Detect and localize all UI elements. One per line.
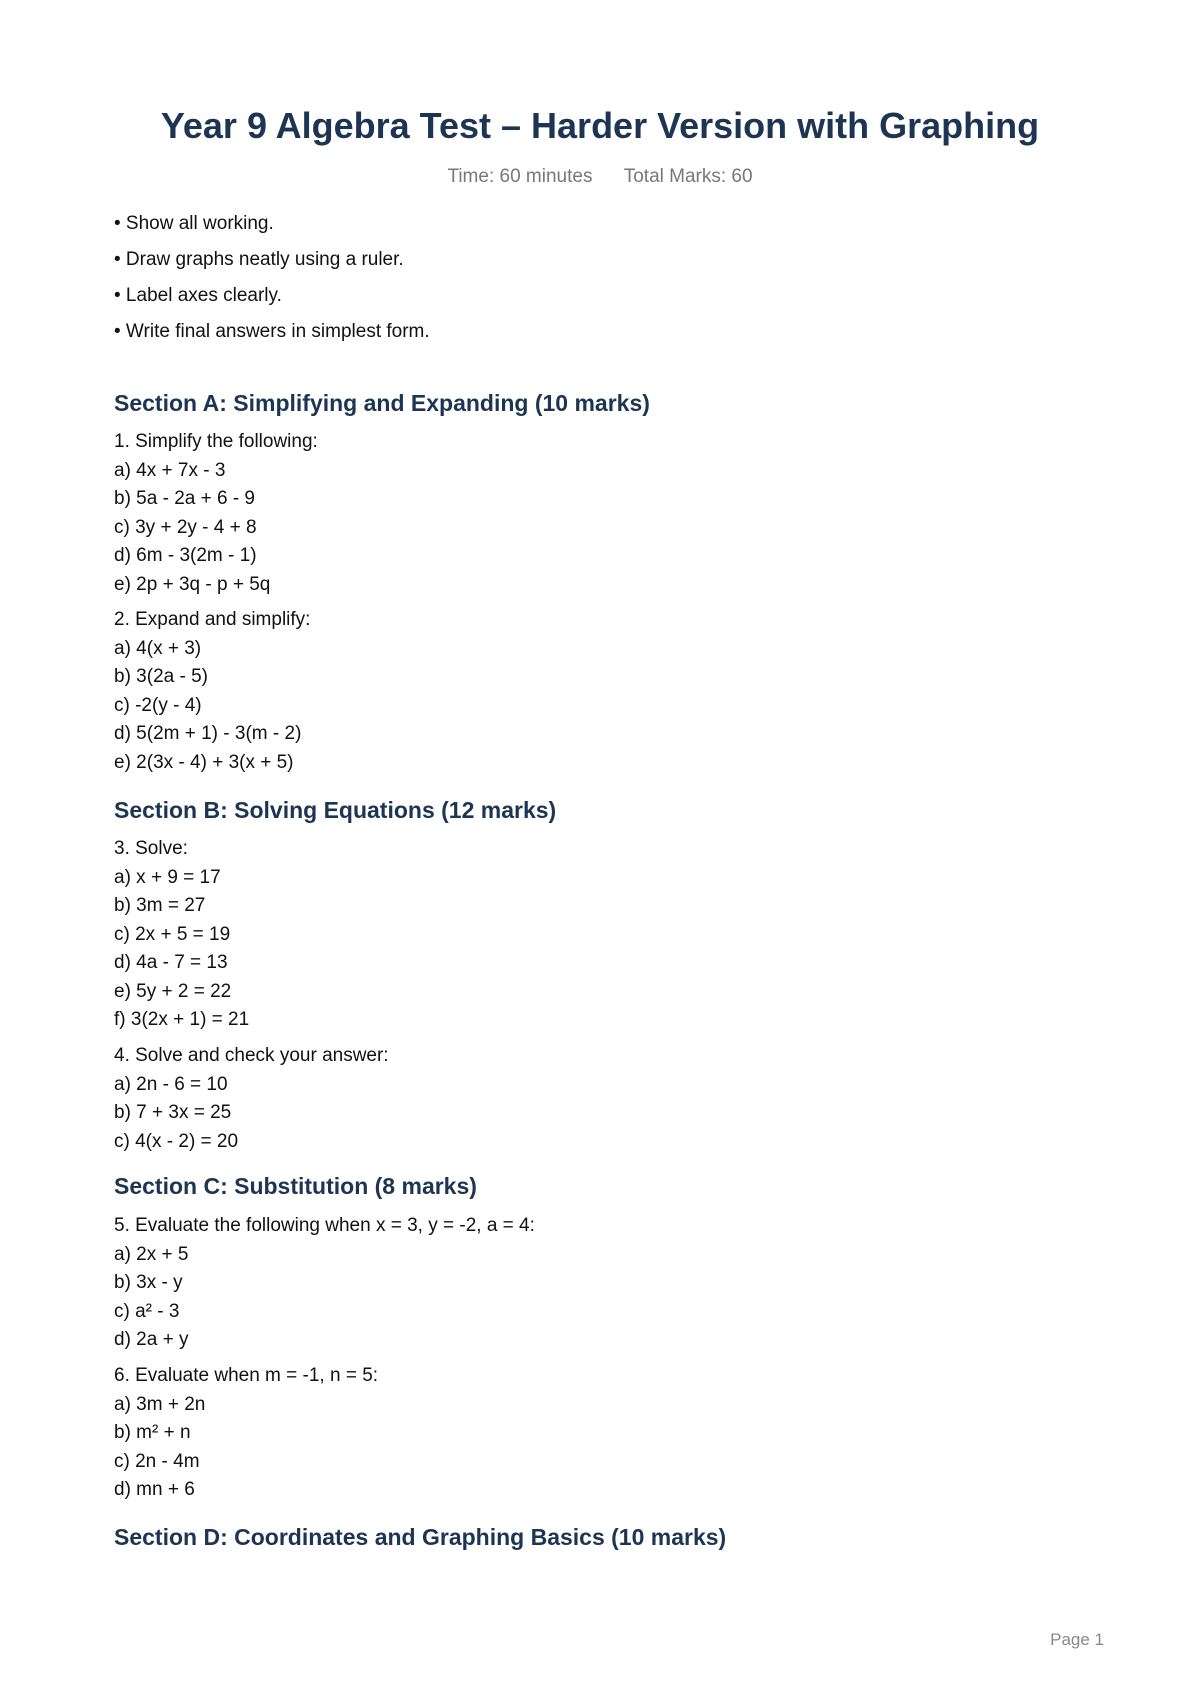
question-text: 4. Solve and check your answer:: [114, 1045, 389, 1066]
question-item: d) mn + 6: [114, 1479, 195, 1500]
question-text: 6. Evaluate when m = -1, n = 5:: [114, 1365, 379, 1386]
question-2: [114, 606, 1114, 777]
question-item: a) x + 9 = 17: [114, 866, 221, 888]
section-c-heading: Section C: Substitution (8 marks): [114, 1173, 477, 1199]
instruction-item: • Write final answers in simplest form.: [114, 321, 430, 342]
question-3: [114, 835, 1114, 1035]
question-item: a) 2n - 6 = 10: [114, 1073, 228, 1095]
question-text: 3. Solve:: [114, 838, 188, 859]
section-d-heading: Section D: Coordinates and Graphing Basics (10 marks): [114, 1524, 727, 1550]
question-item: b) 3m = 27: [114, 895, 206, 916]
question-item: a) 2x + 5: [114, 1243, 189, 1265]
question-item: e) 5y + 2 = 22: [114, 980, 232, 1002]
question-1: [114, 428, 1114, 599]
question-item: d) 2a + y: [114, 1329, 189, 1350]
question-item: b) m² + n: [114, 1422, 191, 1443]
time-limit: Time: 60 minutes: [447, 166, 593, 187]
total-marks: Total Marks: 60: [623, 166, 753, 187]
question-5: [114, 1212, 1114, 1355]
question-item: e) 2(3x - 4) + 3(x + 5): [114, 751, 294, 773]
section-a-heading: Section A: Simplifying and Expanding (10 marks): [114, 390, 650, 416]
page-number: Page 1: [1050, 1630, 1104, 1649]
test-meta: [0, 165, 1200, 189]
question-item: b) 3(2a - 5): [114, 666, 208, 687]
question-item: b) 5a - 2a + 6 - 9: [114, 488, 255, 509]
question-item: d) 5(2m + 1) - 3(m - 2): [114, 723, 302, 744]
section-b-heading: Section B: Solving Equations (12 marks): [114, 797, 557, 823]
instructions-list: [114, 212, 1114, 356]
instruction-item: • Label axes clearly.: [114, 285, 282, 306]
question-item: b) 3x - y: [114, 1272, 183, 1293]
question-item: b) 7 + 3x = 25: [114, 1102, 232, 1123]
question-item: c) 4(x - 2) = 20: [114, 1130, 239, 1152]
question-item: c) 3y + 2y - 4 + 8: [114, 516, 257, 538]
question-6: [114, 1362, 1114, 1505]
question-text: 1. Simplify the following:: [114, 431, 318, 452]
question-item: a) 4x + 7x - 3: [114, 459, 226, 481]
question-item: c) 2x + 5 = 19: [114, 923, 231, 945]
instruction-item: • Draw graphs neatly using a ruler.: [114, 249, 404, 270]
question-item: c) -2(y - 4): [114, 694, 202, 716]
question-item: f) 3(2x + 1) = 21: [114, 1009, 250, 1030]
question-item: d) 6m - 3(2m - 1): [114, 545, 257, 566]
question-item: d) 4a - 7 = 13: [114, 952, 228, 973]
question-text: 5. Evaluate the following when x = 3, y = -2, a = 4:: [114, 1215, 535, 1236]
question-4: [114, 1042, 1114, 1156]
question-item: e) 2p + 3q - p + 5q: [114, 573, 271, 595]
question-item: c) 2n - 4m: [114, 1450, 200, 1472]
question-item: c) a² - 3: [114, 1300, 180, 1322]
instruction-item: • Show all working.: [114, 213, 274, 234]
question-item: a) 3m + 2n: [114, 1393, 206, 1415]
page-title: Year 9 Algebra Test – Harder Version with Graphing: [160, 105, 1040, 146]
question-text: 2. Expand and simplify:: [114, 609, 311, 630]
question-item: a) 4(x + 3): [114, 637, 202, 659]
